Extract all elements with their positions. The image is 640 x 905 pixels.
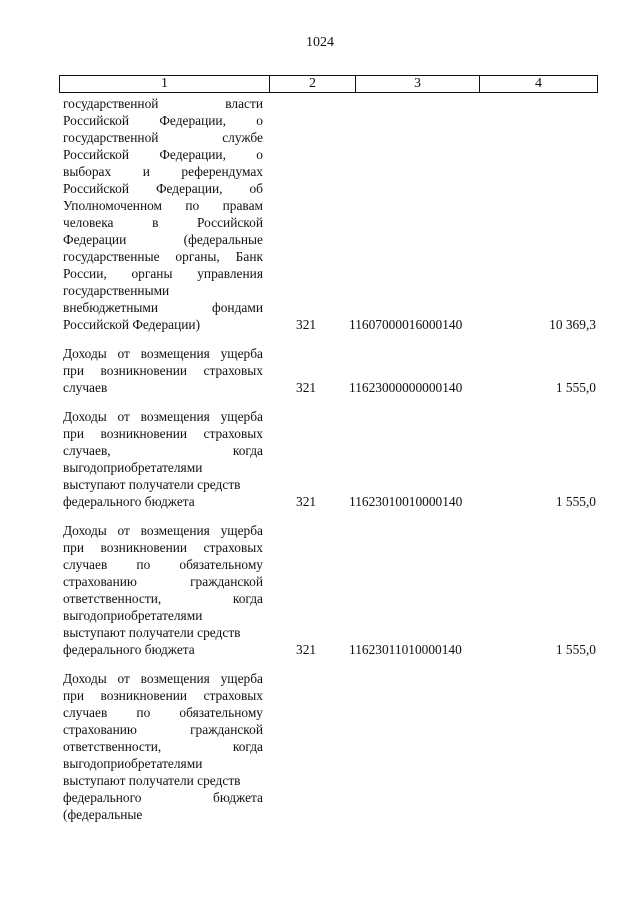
- row-kbk-code: 11623000000000140: [349, 380, 463, 395]
- description-line: Уполномоченном по правам: [63, 198, 263, 213]
- description-line: федерального бюджета: [63, 790, 263, 805]
- table-header-col-1: 1: [60, 76, 270, 92]
- description-line: выступают получатели средств: [63, 625, 241, 640]
- row-value: 1 555,0: [555, 494, 596, 509]
- description-line: при возникновении страховых: [63, 688, 263, 703]
- description-line: Доходы от возмещения ущерба: [63, 346, 263, 361]
- description-line: страхованию гражданской: [63, 574, 263, 589]
- description-line: государственной службе: [63, 130, 263, 145]
- row-value: 1 555,0: [555, 642, 596, 657]
- row-description: [63, 522, 263, 658]
- description-line: России, органы управления: [63, 266, 263, 281]
- description-line: ответственности, когда: [63, 739, 263, 754]
- description-line: Российской Федерации, о: [63, 147, 263, 162]
- table-header-col-4: 4: [535, 76, 542, 91]
- row-description: [63, 408, 263, 510]
- description-line: федерального бюджета: [63, 642, 195, 657]
- description-line: государственными: [63, 283, 170, 298]
- description-line: выгодоприобретателями: [63, 608, 203, 623]
- row-admin-code: 321: [296, 317, 317, 332]
- row-admin-code: 321: [296, 494, 317, 509]
- description-line: Российской Федерации, о: [63, 113, 263, 128]
- row-kbk-code: 11623011010000140: [349, 642, 462, 657]
- description-line: случаев, когда: [63, 443, 263, 458]
- row-description: [63, 670, 263, 823]
- table-row: [0, 522, 640, 658]
- description-line: Федерации (федеральные: [63, 232, 263, 247]
- description-line: случаев по обязательному: [63, 705, 263, 720]
- description-line: государственные органы, Банк: [63, 249, 263, 264]
- description-line: (федеральные: [63, 807, 143, 822]
- table-row: [0, 408, 640, 510]
- description-line: ответственности, когда: [63, 591, 263, 606]
- row-admin-code: 321: [296, 642, 317, 657]
- description-line: Российской Федерации): [63, 317, 201, 332]
- description-line: выборах и референдумах: [63, 164, 263, 179]
- row-value: 1 555,0: [555, 380, 596, 395]
- description-line: Российской Федерации, об: [63, 181, 263, 196]
- table-row: [0, 95, 640, 333]
- table-body: [0, 95, 640, 823]
- description-line: при возникновении страховых: [63, 540, 263, 555]
- row-kbk-code: 11607000016000140: [349, 317, 463, 332]
- description-line: государственной власти: [63, 96, 263, 111]
- description-line: при возникновении страховых: [63, 363, 263, 378]
- description-line: Доходы от возмещения ущерба: [63, 671, 263, 686]
- description-line: Доходы от возмещения ущерба: [63, 523, 263, 538]
- table-row: [0, 345, 640, 396]
- description-line: при возникновении страховых: [63, 426, 263, 441]
- description-line: выгодоприобретателями: [63, 756, 203, 771]
- row-kbk-code: 11623010010000140: [349, 494, 463, 509]
- description-line: человека в Российской: [63, 215, 263, 230]
- row-description: [63, 345, 263, 396]
- table-header-col-2: 2: [270, 76, 356, 92]
- row-description: [63, 95, 263, 333]
- description-line: федерального бюджета: [63, 494, 195, 509]
- description-line: внебюджетными фондами: [63, 300, 263, 315]
- row-admin-code: 321: [296, 380, 317, 395]
- description-line: случаев по обязательному: [63, 557, 263, 572]
- table-row: [0, 670, 640, 823]
- description-line: Доходы от возмещения ущерба: [63, 409, 263, 424]
- row-value: 10 369,3: [549, 317, 596, 332]
- description-line: выступают получатели средств: [63, 773, 241, 788]
- page-number: 1024: [306, 35, 334, 50]
- description-line: случаев: [63, 380, 108, 395]
- description-line: страхованию гражданской: [63, 722, 263, 737]
- description-line: выступают получатели средств: [63, 477, 241, 492]
- description-line: выгодоприобретателями: [63, 460, 203, 475]
- table-header-row: [59, 75, 598, 93]
- table-header-col-3: 3: [356, 76, 480, 92]
